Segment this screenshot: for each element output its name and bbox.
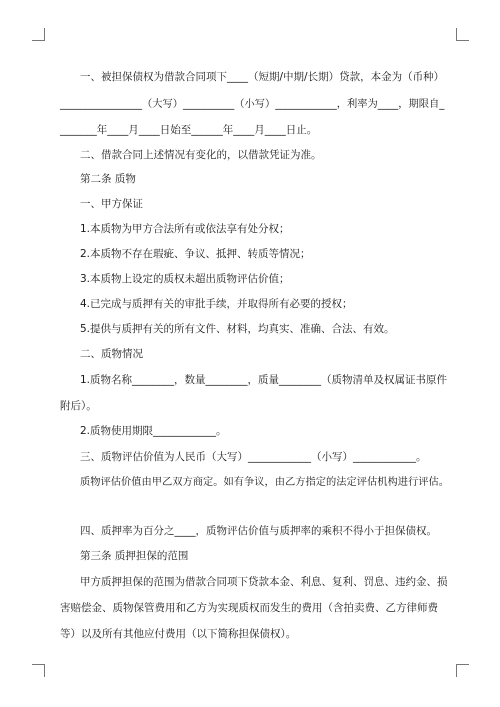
corner-mark-top-left (32, 28, 45, 41)
article-heading: 第三条 质押担保的范围 (80, 550, 189, 562)
text-line: _______年____月____日始至______年____月____日止。 (60, 124, 318, 136)
text-line: 甲方质押担保的范围为借款合同项下贷款本金、利息、复利、罚息、违约金、损 (80, 576, 448, 588)
text-line: 害赔偿金、质物保管费用和乙方为实现质权而发生的费用（含拍卖费、乙方律师费 (60, 602, 438, 614)
section-heading: 一、甲方保证 (80, 198, 143, 210)
text-line: 三、质物评估价值为人民币（大写）____________（小写）____________。 (80, 451, 427, 463)
text-line: 附后）。 (60, 400, 97, 412)
list-item: 1.质物名称________，数量________，质量________（质物清单及权属证书原件 (80, 374, 448, 386)
list-item: 2.质物使用期限____________。 (80, 425, 227, 437)
list-item: 2.本质物不存在瑕疵、争议、抵押、转质等情况； (80, 248, 311, 260)
text-line: 质物评估价值由甲乙双方商定。如有争议，由乙方指定的法定评估机构进行评估。 (80, 476, 450, 488)
corner-mark-bottom-right (456, 664, 469, 677)
list-item: 4.已完成与质押有关的审批手续，并取得所有必要的授权； (80, 298, 353, 310)
list-item: 3.本质物上设定的质权未超出质物评估价值； (80, 273, 290, 285)
article-heading: 第二条 质物 (80, 173, 136, 185)
list-item: 5.提供与质押有关的所有文件、材料，均真实、准确、合法、有效。 (80, 323, 395, 335)
list-item: 1.本质物为甲方合法所有或依法享有处分权； (80, 223, 290, 235)
text-line: 二、借款合同上述情况有变化的，以借款凭证为准。 (80, 149, 322, 161)
text-line: 等）以及所有其他应付费用（以下简称担保债权）。 (60, 628, 297, 640)
corner-mark-bottom-left (32, 664, 45, 677)
corner-mark-top-right (456, 28, 469, 41)
section-heading: 二、质物情况 (80, 348, 143, 360)
text-line: 一、被担保债权为借款合同项下____（短期/中期/长期）贷款，本金为（币种） (80, 71, 445, 83)
text-line: ________________（大写）__________（小写）____________，利率为____，期限自_ (60, 98, 445, 110)
text-line: 四、质押率为百分之____，质物评估价值与质押率的乘积不得小于担保债权。 (80, 525, 437, 537)
